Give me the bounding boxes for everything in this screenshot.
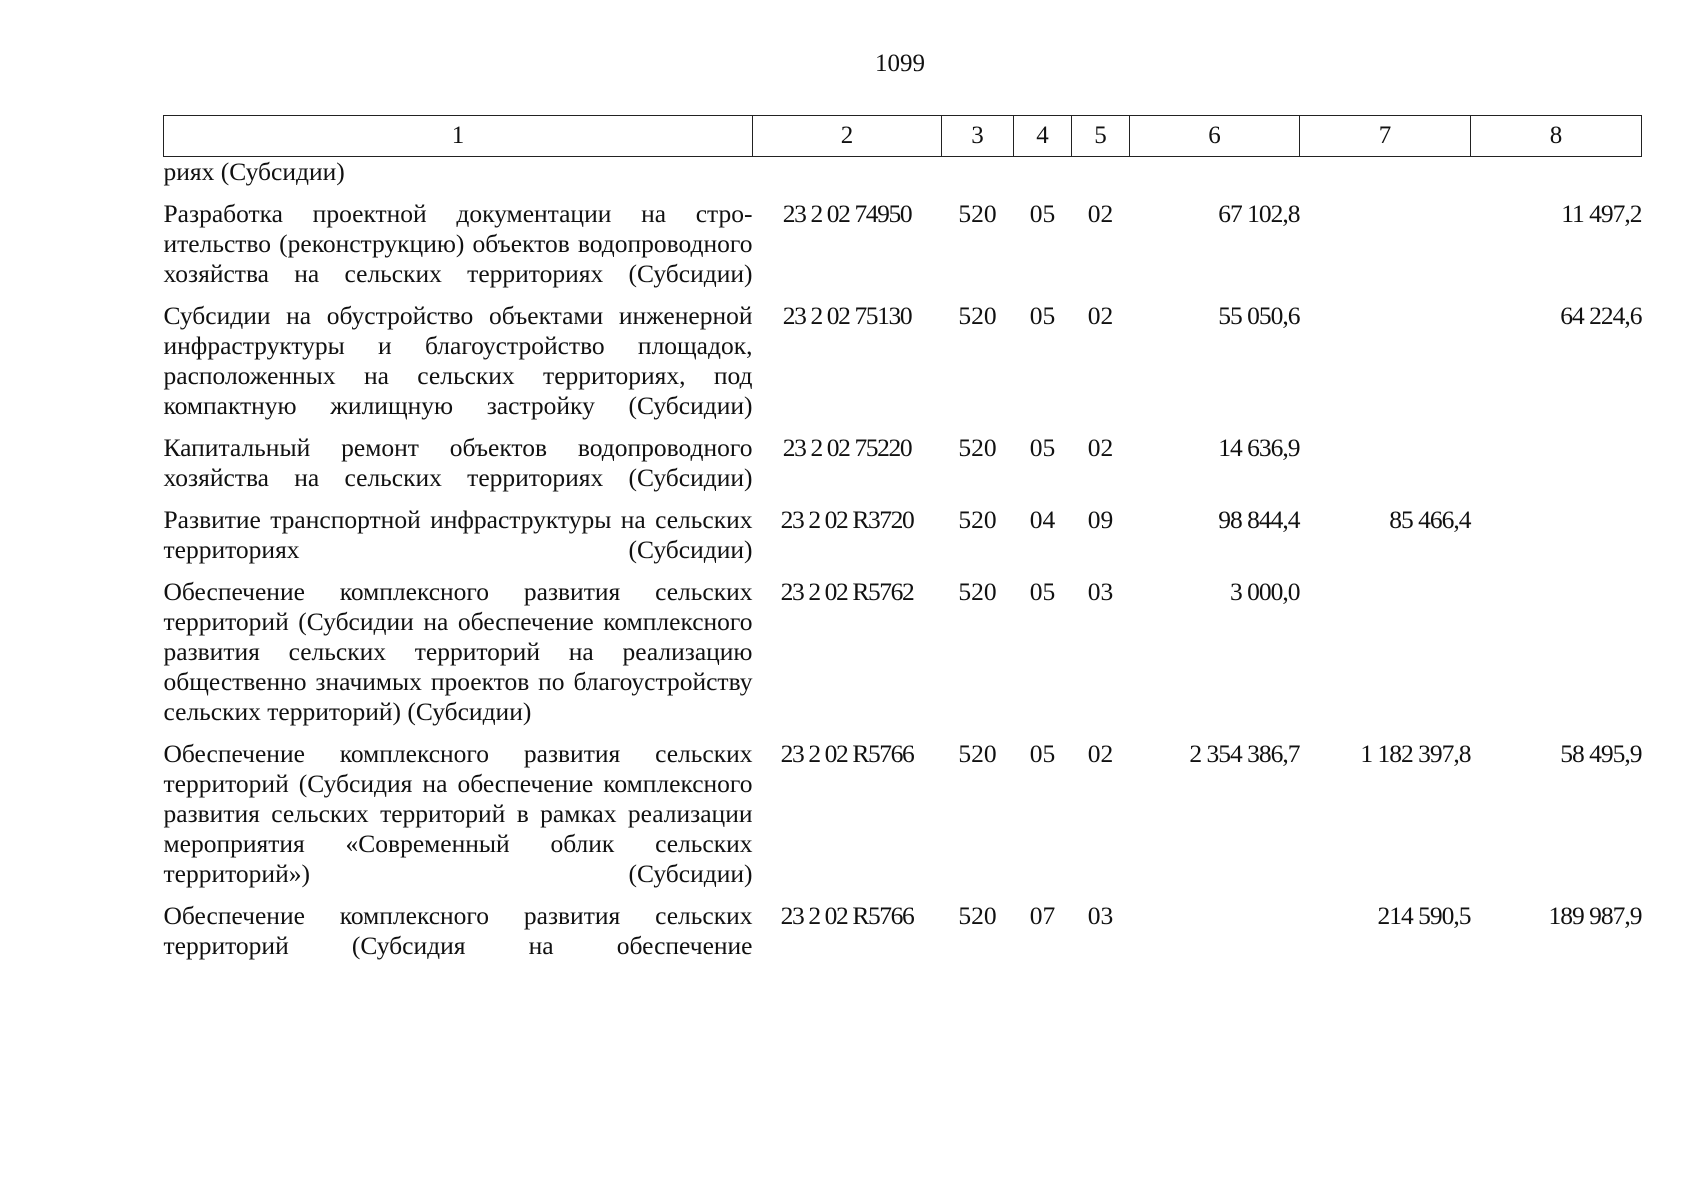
row-code: 23 2 02 R5766	[780, 901, 914, 930]
table-row	[164, 565, 1642, 727]
row-col-6: 2 354 386,7	[1189, 739, 1300, 768]
table-row	[164, 727, 1642, 889]
header-col-3: 3	[942, 116, 1014, 157]
continuation-row	[164, 157, 1642, 188]
row-col-5: 09	[1087, 505, 1114, 534]
header-row	[164, 116, 1642, 157]
row-col-8: 64 224,6	[1560, 301, 1642, 330]
page-number: 1099	[875, 50, 925, 77]
row-col-5: 03	[1087, 577, 1114, 606]
row-col-4: 05	[1029, 301, 1056, 330]
row-name: Обеспечение комплексного развития сельских территорий (Субсидия на обеспечение	[163, 901, 753, 960]
row-col-3: 520	[958, 199, 997, 228]
row-code: 23 2 02 R3720	[780, 505, 914, 534]
row-code: 23 2 02 74950	[782, 199, 912, 228]
row-code: 23 2 02 75130	[782, 301, 912, 330]
row-name: Обеспечение комплексного развития сельских территорий (Субсидии на обеспечение комплексного развития сельских территорий на реализацию общественно значимых проектов по благоустройству сельских территорий) (Субсидии)	[163, 577, 753, 726]
row-code: 23 2 02 R5766	[780, 739, 914, 768]
continuation-text: риях (Субсидии)	[163, 157, 345, 186]
row-col-8	[1471, 493, 1642, 565]
row-col-8: 58 495,9	[1560, 739, 1642, 768]
table-row	[164, 289, 1642, 421]
row-col-4: 04	[1029, 505, 1056, 534]
row-col-8: 11 497,2	[1561, 199, 1642, 228]
row-col-8: 189 987,9	[1548, 901, 1642, 930]
row-col-7: 1 182 397,8	[1360, 739, 1471, 768]
row-col-4: 05	[1029, 199, 1056, 228]
row-name: Разработка проектной документации на строительство (реконструкцию) объектов водопроводного хозяйства на сельских территориях (Субсидии)	[163, 199, 753, 288]
row-col-3: 520	[958, 301, 997, 330]
row-col-6: 67 102,8	[1218, 199, 1300, 228]
row-col-7: 214 590,5	[1377, 901, 1471, 930]
header-col-2: 2	[753, 116, 942, 157]
row-col-5: 02	[1087, 739, 1114, 768]
row-col-6: 98 844,4	[1218, 505, 1300, 534]
header-col-8: 8	[1471, 116, 1642, 157]
row-code: 23 2 02 75220	[782, 433, 912, 462]
table-row	[164, 421, 1642, 493]
row-col-7	[1300, 289, 1471, 421]
row-col-6: 14 636,9	[1218, 433, 1300, 462]
row-col-5: 02	[1087, 199, 1114, 228]
row-col-3: 520	[958, 739, 997, 768]
row-col-3: 520	[958, 577, 997, 606]
row-col-7	[1300, 421, 1471, 493]
row-col-7	[1300, 565, 1471, 727]
header-col-1: 1	[164, 116, 753, 157]
row-col-8	[1471, 421, 1642, 493]
table-row	[164, 889, 1642, 961]
header-col-4: 4	[1014, 116, 1072, 157]
row-name: Капитальный ремонт объектов водопроводного хозяйства на сельских территориях (Субсидии)	[163, 433, 753, 492]
row-col-6: 55 050,6	[1218, 301, 1300, 330]
row-name: Обеспечение комплексного развития сельских территорий (Субсидия на обеспечение комплексного развития сельских территорий в рамках реализации мероприятия «Современный облик сельских территорий») (Субсидии)	[163, 739, 753, 888]
row-name: Развитие транспортной инфраструктуры на сельских территориях (Субсидии)	[163, 505, 753, 564]
row-col-4: 05	[1029, 433, 1056, 462]
row-name: Субсидии на обустройство объектами инженерной инфраструктуры и благоустройство площадок, расположенных на сельских территориях, под компактную жилищную застройку (Субсидии)	[163, 301, 753, 420]
row-col-3: 520	[958, 901, 997, 930]
row-col-5: 03	[1087, 901, 1114, 930]
header-col-6: 6	[1130, 116, 1300, 157]
row-col-5: 02	[1087, 433, 1114, 462]
row-col-7: 85 466,4	[1389, 505, 1471, 534]
row-col-3: 520	[958, 433, 997, 462]
row-col-7	[1300, 187, 1471, 289]
header-col-5: 5	[1072, 116, 1130, 157]
row-col-5: 02	[1087, 301, 1114, 330]
row-col-4: 05	[1029, 739, 1056, 768]
header-col-7: 7	[1300, 116, 1471, 157]
row-col-4: 07	[1029, 901, 1056, 930]
row-col-3: 520	[958, 505, 997, 534]
row-code: 23 2 02 R5762	[780, 577, 914, 606]
budget-table	[163, 115, 1642, 961]
row-col-6: 3 000,0	[1230, 577, 1300, 606]
table-row	[164, 493, 1642, 565]
row-col-8	[1471, 565, 1642, 727]
table-row	[164, 187, 1642, 289]
row-col-6	[1130, 889, 1300, 961]
row-col-4: 05	[1029, 577, 1056, 606]
